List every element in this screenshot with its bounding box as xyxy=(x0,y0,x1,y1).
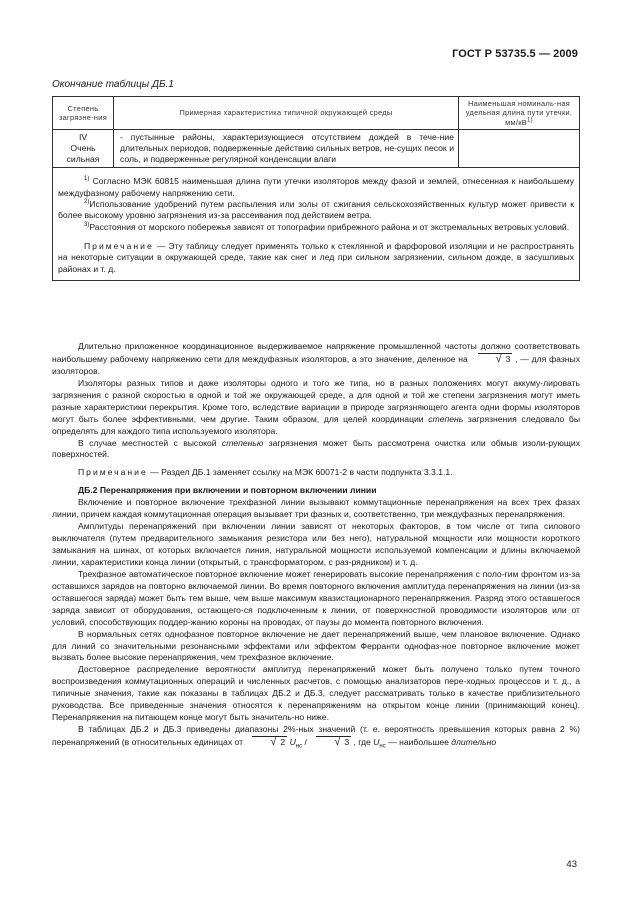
header-degree: Степень загрязне-ния xyxy=(53,97,114,130)
paragraph-8: В нормальных сетях однофазное повторное включение не дает перенапряжений выше, чем плановое включение. Однако для линий со значительными резонансными эффектами или эффектом Ферранти однофаз-ное повторное включение может вызвать более высокие перенапряжения, чем трехфазное включение. xyxy=(52,628,580,663)
paragraph-5: Включение и повторное включение трехфазной линии вызывают коммутационные перенапряжения на всех трех фазах линии, причем каждая коммутационная операция вызывает три фазных и, соответственно, три междуфазных перенапряжения. xyxy=(52,497,580,520)
length-cell xyxy=(459,130,580,168)
table-note: Примечание — Эту таблицу следует применять только к стеклянной и фарфоровой изоляции и не распространять на некоторые ситуации в окружающей среде, такие как снег и лед при сильном загрязнении, сильном дожде, в засушливых районах и т. д. xyxy=(58,241,574,274)
table-header-row xyxy=(53,97,580,130)
section-title: ДБ.2 Перенапряжения при включении и повторном включении линии xyxy=(78,485,377,496)
table-caption: Окончание таблицы ДБ.1 xyxy=(52,79,174,90)
paragraph-7: Трехфазное автоматическое повторное включение может генерировать высокие перенапряжения с поло-гим фронтом из-за оставшихся зарядов на повторно включаемой линии. Во время повторного включения амплитуда перенапряжения на линии (из-за оставшегося заряда) может быть тем выше, чем выше максимум квазистационарного перенапряжения. Разряд этого оставшегося заряда зависит от оборудования, остающего-ся подключенным к линии, от поверхностной проводимости изоляторов или от условий, способствующих поддер-жанию короны на проводах, от паузы до момента повторного включения. xyxy=(52,568,580,627)
notes-row xyxy=(53,168,580,281)
header-length: Наименьшая номиналь-ная удельная длина пути утечки, $мм/кВ^{1)}$ xyxy=(459,97,580,130)
paragraph-note: Примечание — Раздел ДБ.1 заменяет ссылку на МЭК 60071-2 в части подпункта 3.3.1.1. xyxy=(78,467,453,478)
header-characteristic: Примерная характеристика типичной окружающей среды xyxy=(114,97,459,130)
description-cell: - пустынные районы, характеризующиеся отсутствием дождей в тече-ние длительных периодов, подверженные действию сильных ветров, не-сущих песок и соль, и подверженные регулярной конденсации влаги xyxy=(114,130,459,168)
page-number: 43 xyxy=(566,859,577,870)
paragraph-10: В таблицах ДБ.2 и ДБ.3 приведены диапазоны 2%-ных значений (т. е. вероятность превышения которых равна 2 %) перенапряжений (в относительных единицах от √ 2 $U_{нс}$ / √ 3 , где $U_{нс}$ — наибольшее длительно xyxy=(52,724,580,749)
sqrt-2: √ 2 xyxy=(252,736,287,749)
notes-cell xyxy=(53,168,580,281)
degree-number: IV xyxy=(78,132,88,143)
degree-cell xyxy=(53,130,114,168)
body-text xyxy=(52,341,580,749)
paragraph-3: В случае местностей с высокой степенью загрязнения может быть рассмотрена очистка или обмыв изоли-рующих поверхностей. xyxy=(52,437,580,460)
standard-header: ГОСТ Р 53735.5 — 2009 xyxy=(452,48,578,60)
paragraph-6: Амплитуды перенапряжений при включении линии зависят от некоторых факторов, в том числе от типа силового выключателя (путем предварительного замыкания резистора или без него), натуральной мощности или мощности короткого замыкания на шинах, от которых включается линия, натуральной мощности используемой компенсации и длины включаемой линии, характеристики конца линии (открытый, с трансформатором, с раз-рядником) и т. д. xyxy=(52,521,580,567)
sqrt-3: √ 3 xyxy=(478,353,513,366)
paragraph-2: Изоляторы разных типов и даже изоляторы одного и того же типа, но в разных положениях могут аккуму-лировать загрязнения с разной скоростью в одной и той же окружающей среде, а для одной и той же степени загрязнения могут иметь разные характеристики перекрытия. Кроме того, вследствие вариации в природе загрязняющего агента одни формы изоляторов могут быть более эффективными, чем другие. Таким образом, для целей координации степень загрязнения следовало бы определять для каждого типа используемого изолятора. xyxy=(52,377,581,436)
footnote-1: $^{1)}$ Согласно МЭК 60815 наименьшая длина пути утечки изоляторов между фазой и землей, отнесенная к наибольшему междуфазному рабочему напряжению сети. xyxy=(58,176,574,198)
footnote-2: $^{2)}$Использование удобрений путем распыления или золы от сжигания сельскохозяйственных культур может привести к более высокому уровню загрязнения из-за рассеивания под действием ветра. xyxy=(58,199,574,221)
paragraph-9: Достоверное распределение вероятности амплитуд перенапряжений может быть получено только путем точного воспроизведения коммутационных операций и численных расчетов, с помощью анализаторов пере-ходных процессов и т. д., а типичные значения, такие как показаны в таблицах ДБ.2 и ДБ.3, следует рассматривать только в качестве приблизительного руководства. Все приведенные значения относятся к перенапряжениям на открытом конце линии (принимающий конец). Перенапряжения на питающем конце могут быть значитель-но ниже. xyxy=(52,664,580,723)
footnote-3: $^{3)}$Расстояния от морского побережья зависят от топографии прибрежного района и от экстремальных ветровых условий. xyxy=(84,221,570,232)
sqrt-3-second: √ 3 xyxy=(316,736,351,749)
paragraph-1: Длительно приложенное координационное выдерживаемое напряжение промышленной частоты должно соответствовать наибольшему рабочему напряжению сети для междуфазных изоляторов, а это значение, деленное на √ 3 , — для фазных изоляторов. xyxy=(52,341,580,378)
table-db1-end xyxy=(52,96,580,281)
degree-name: Очень сильная xyxy=(66,143,100,165)
table-row xyxy=(53,130,580,168)
header-note-mark: 1) xyxy=(526,117,533,124)
